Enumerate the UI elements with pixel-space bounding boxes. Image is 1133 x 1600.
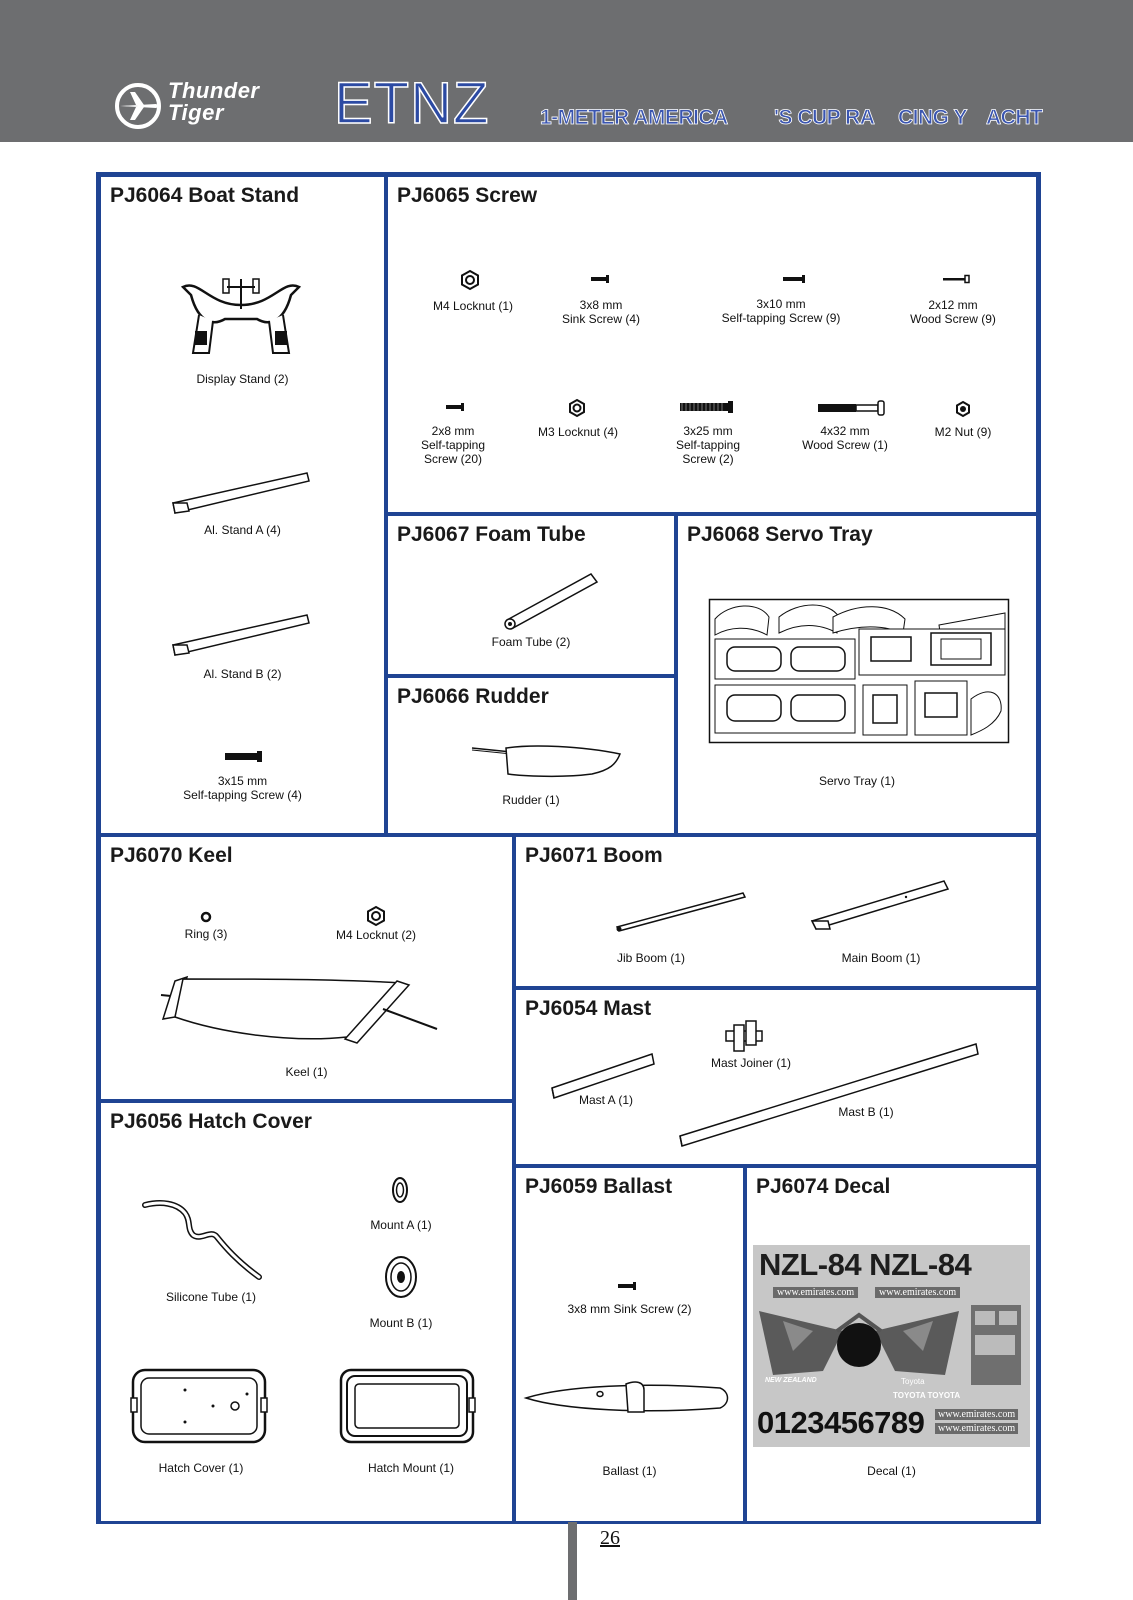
screw-item-7-line-3: Screw (2): [682, 452, 734, 466]
panel-hatch-cover: [98, 1100, 515, 1524]
servo-tray-label: Servo Tray (1): [818, 774, 896, 788]
decal-url-a: www.emirates.com: [935, 1409, 1018, 1420]
jib-boom-label: Jib Boom (1): [616, 951, 686, 965]
brand-line-1: Thunder: [168, 78, 260, 103]
panel-boat-stand: [98, 174, 387, 836]
stand-a-image: [171, 469, 313, 517]
tagline-part-2: 'S CUP RA: [774, 106, 875, 129]
tagline-part-4: ACHT: [986, 106, 1043, 129]
hatch-mount-image: [339, 1368, 475, 1444]
panel-title: PJ6066 Rudder: [397, 685, 549, 708]
page-number: 26: [600, 1527, 620, 1549]
hatch-cover-label: Hatch Cover (1): [158, 1461, 244, 1475]
ballast-label: Ballast (1): [602, 1464, 657, 1478]
screw-item-2-line-1: 3x8 mm: [579, 298, 623, 312]
self-tapping-screw-icon: [783, 275, 807, 283]
sink-screw-icon: [591, 275, 611, 283]
keel-locknut-label: M4 Locknut (2): [335, 928, 417, 942]
decal-label: Decal (1): [867, 1464, 916, 1478]
panel-keel: [98, 834, 515, 1102]
panel-ballast: [513, 1165, 746, 1524]
screw-item-5-line-2: Self-tapping: [420, 438, 486, 452]
self-tapping-screw-icon: [225, 751, 265, 763]
foam-tube-image: [503, 568, 603, 628]
mast-joiner-label: Mast Joiner (1): [710, 1056, 792, 1070]
locknut-icon: [461, 271, 479, 289]
ring-label: Ring (3): [184, 927, 228, 941]
hatch-mount-label: Hatch Mount (1): [367, 1461, 455, 1475]
screw-item-5-line-1: 2x8 mm: [431, 424, 475, 438]
screw-item-3-line-1: 3x10 mm: [756, 297, 806, 311]
foam-tube-label: Foam Tube (2): [491, 635, 571, 649]
panel-mast: [513, 987, 1039, 1167]
mount-b-label: Mount B (1): [369, 1316, 433, 1330]
hatch-cover-image: [131, 1368, 267, 1444]
panel-boom: [513, 834, 1039, 989]
thunder-tiger-logo: [110, 80, 290, 132]
locknut-small-icon: [569, 400, 585, 416]
page-spine: [568, 1522, 577, 1600]
stand-b-label: Al. Stand B (2): [203, 667, 282, 681]
mast-b-label: Mast B (1): [838, 1105, 894, 1119]
panel-title: PJ6071 Boom: [525, 844, 663, 867]
silicone-tube-image: [141, 1199, 265, 1281]
decal-sheet: [753, 1245, 1030, 1447]
decal-digits: 0123456789: [757, 1405, 925, 1440]
screw-item-2-line-2: Sink Screw (4): [561, 312, 641, 326]
long-self-tapping-screw-icon: [680, 401, 736, 413]
panel-title: PJ6068 Servo Tray: [687, 523, 873, 546]
decal-small-text-a: NEW ZEALAND: [765, 1377, 817, 1384]
panel-title: PJ6074 Decal: [756, 1175, 891, 1198]
decal-url-left: www.emirates.com: [773, 1287, 858, 1298]
self-tapping-screw-small-icon: [446, 403, 466, 411]
screw-item-7-line-2: Self-tapping: [675, 438, 741, 452]
mount-a-label: Mount A (1): [370, 1218, 432, 1232]
main-boom-label: Main Boom (1): [841, 951, 921, 965]
screw-item-5-line-3: Screw (20): [423, 452, 482, 466]
brand-line-2: Tiger: [168, 100, 224, 125]
decal-url-b: www.emirates.com: [935, 1423, 1018, 1434]
panel-title: PJ6065 Screw: [397, 184, 538, 207]
silicone-tube-label: Silicone Tube (1): [165, 1290, 257, 1304]
main-boom-image: [808, 877, 954, 935]
display-stand-label: Display Stand (2): [196, 372, 289, 386]
ballast-screw-label: 3x8 mm Sink Screw (2): [567, 1302, 692, 1316]
decal-small-text-c: TOYOTA TOYOTA: [893, 1391, 961, 1400]
decal-sail-number: NZL-84 NZL-84: [759, 1247, 972, 1282]
wood-screw-long-icon: [818, 401, 886, 415]
jib-boom-image: [615, 889, 749, 933]
keel-image: [161, 973, 441, 1059]
panel-title: PJ6054 Mast: [525, 997, 652, 1020]
decal-url-right: www.emirates.com: [875, 1287, 960, 1298]
m2-nut-icon: [956, 402, 970, 416]
tagline-part-1: 1-METER AMERICA: [540, 106, 728, 129]
tagline-part-3: CING Y: [898, 106, 967, 129]
screw-item-7-line-1: 3x25 mm: [683, 424, 733, 438]
ring-icon: [200, 911, 212, 923]
screw-item-1-label: M4 Locknut (1): [432, 299, 514, 313]
screw-type-label: Self-tapping Screw (4): [183, 788, 302, 802]
display-stand-image: [179, 275, 303, 357]
screw-item-4-line-1: 2x12 mm: [928, 298, 978, 312]
keel-label: Keel (1): [285, 1065, 328, 1079]
panel-servo-tray: [675, 513, 1039, 836]
screw-item-8-line-1: 4x32 mm: [820, 424, 870, 438]
panel-title: PJ6059 Ballast: [525, 1175, 673, 1198]
rudder-image: [472, 742, 622, 782]
wood-screw-icon: [943, 275, 971, 283]
sink-screw-icon: [618, 1282, 638, 1290]
panel-foam-tube: [385, 513, 677, 677]
panel-title: PJ6070 Keel: [110, 844, 233, 867]
rudder-label: Rudder (1): [502, 793, 560, 807]
servo-tray-image: [709, 599, 1009, 743]
mast-b-image: [678, 1042, 984, 1148]
panel-title: PJ6067 Foam Tube: [397, 523, 586, 546]
panel-title: PJ6056 Hatch Cover: [110, 1110, 312, 1133]
screw-item-3-line-2: Self-tapping Screw (9): [721, 311, 841, 325]
model-title: ETNZ: [334, 71, 490, 136]
stand-a-label: Al. Stand A (4): [204, 523, 281, 537]
decal-small-text-b: Toyota: [901, 1377, 925, 1386]
screw-item-4-line-2: Wood Screw (9): [910, 312, 996, 326]
screw-item-8-line-2: Wood Screw (1): [802, 438, 888, 452]
screw-item-9-label: M2 Nut (9): [934, 425, 992, 439]
locknut-icon: [367, 907, 385, 925]
plane-logo-icon: [110, 80, 166, 132]
panel-rudder: [385, 675, 677, 836]
mast-a-label: Mast A (1): [578, 1093, 634, 1107]
screw-size-label: 3x15 mm: [217, 774, 268, 788]
screw-item-6-label: M3 Locknut (4): [537, 425, 619, 439]
panel-title: PJ6064 Boat Stand: [110, 184, 300, 207]
page-header: [0, 0, 1133, 142]
stand-b-image: [171, 611, 313, 659]
ballast-image: [524, 1378, 730, 1418]
panel-screw: [385, 174, 1039, 515]
mount-b-image: [384, 1255, 418, 1299]
mount-a-image: [391, 1176, 409, 1204]
